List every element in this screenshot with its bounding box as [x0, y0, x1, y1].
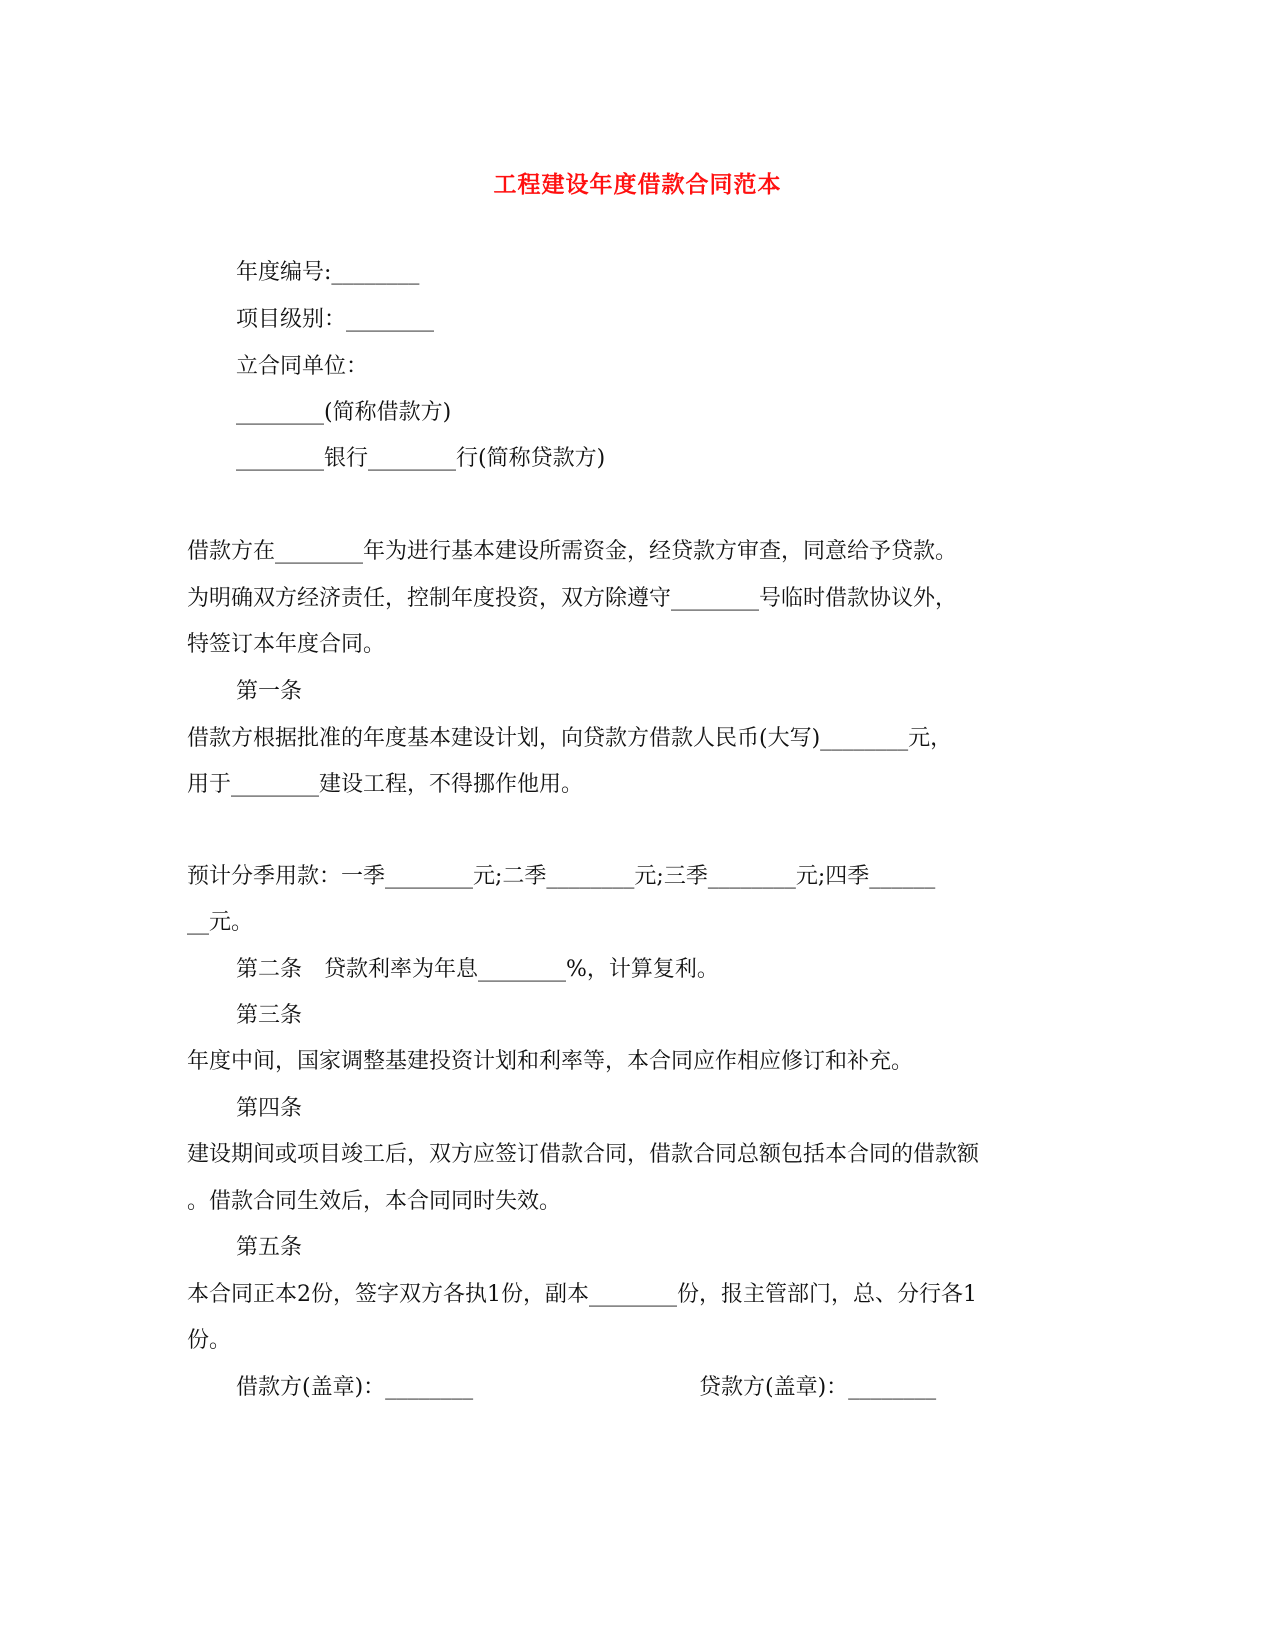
- article-3-heading: 第三条: [236, 1003, 303, 1028]
- quarterly-usage-line-1: 预计分季用款：一季________元;二季________元;三季________元;四季______: [187, 864, 936, 889]
- quarterly-usage-line-2: __元。: [187, 910, 254, 935]
- borrower-signature-line: 借款方(盖章)：________: [236, 1375, 474, 1400]
- article-4-line-1: 建设期间或项目竣工后，双方应签订借款合同，借款合同总额包括本合同的借款额: [187, 1142, 980, 1167]
- article-5-line-1: 本合同正本2份，签字双方各执1份，副本________份，报主管部门，总、分行各1: [187, 1282, 977, 1307]
- lender-party-line: ________银行________行(简称贷款方): [236, 446, 606, 471]
- lender-signature-line: 贷款方(盖章)：________: [699, 1375, 937, 1400]
- article-1-heading: 第一条: [236, 679, 303, 704]
- preamble-line-2: 为明确双方经济责任，控制年度投资，双方除遵守________号临时借款协议外，: [187, 586, 958, 611]
- preamble-line-3: 特签订本年度合同。: [187, 632, 386, 657]
- article-4-line-2: 。借款合同生效后，本合同同时失效。: [187, 1189, 562, 1214]
- document-title: 工程建设年度借款合同范本: [493, 171, 782, 198]
- article-5-line-2: 份。: [187, 1328, 232, 1353]
- project-level-line: 项目级别：________: [236, 307, 435, 332]
- contracting-parties-label: 立合同单位：: [236, 354, 369, 379]
- article-2-line: 第二条 贷款利率为年息________%，计算复利。: [236, 957, 719, 982]
- borrower-party-line: ________(简称借款方): [236, 400, 452, 425]
- preamble-line-1: 借款方在________年为进行基本建设所需资金，经贷款方审查，同意给予贷款。: [187, 539, 958, 564]
- article-1-line-2: 用于________建设工程，不得挪作他用。: [187, 772, 584, 797]
- annual-number-line: 年度编号:________: [236, 260, 420, 285]
- article-1-line-1: 借款方根据批准的年度基本建设计划，向贷款方借款人民币(大写)________元，: [187, 726, 953, 751]
- article-4-heading: 第四条: [236, 1096, 303, 1121]
- article-5-heading: 第五条: [236, 1235, 303, 1260]
- article-3-line: 年度中间，国家调整基建投资计划和利率等，本合同应作相应修订和补充。: [187, 1049, 914, 1074]
